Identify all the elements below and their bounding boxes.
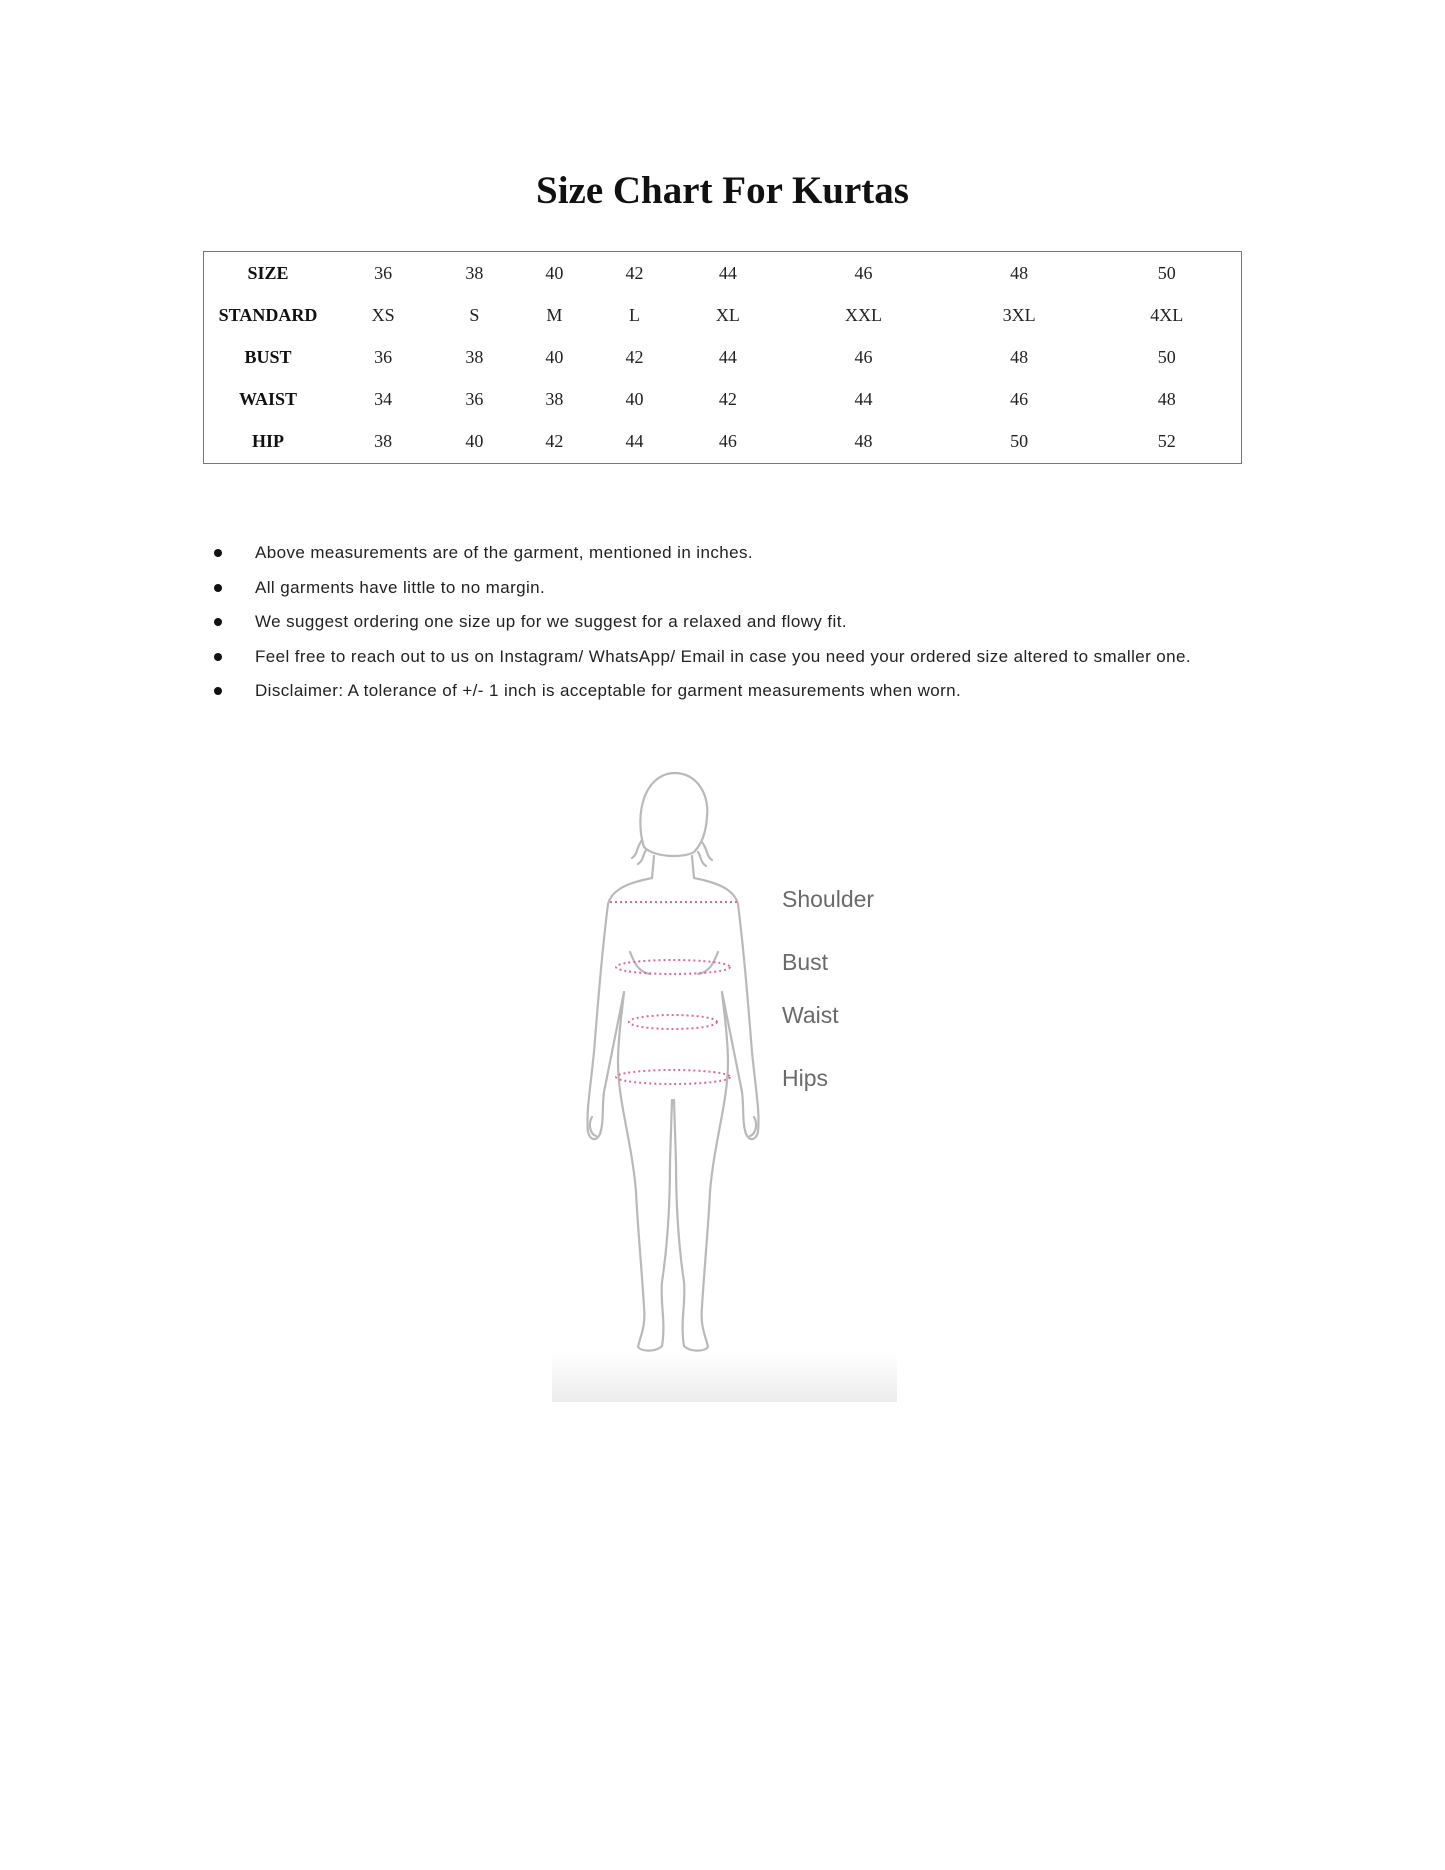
bullet-icon [214,653,222,661]
shoulder-label: Shoulder [782,886,875,912]
table-cell: 50 [1157,346,1176,367]
table-cell: 42 [718,389,737,410]
table-cell: 36 [374,346,393,367]
table-cell: XL [715,304,740,325]
table-cell: 40 [545,262,564,283]
bullet-icon [214,549,222,557]
row-label: HIP [251,431,284,452]
waist-measure-loop [629,1015,717,1029]
table-cell: 3XL [1002,304,1036,325]
row-label: BUST [244,346,292,367]
list-item [203,571,1303,606]
table-cell: 48 [1010,346,1029,367]
table-cell: 48 [854,431,873,452]
table-row-bust [204,336,1242,378]
measurement-lines [610,902,737,1084]
table-cell: S [469,304,480,325]
table-cell: 42 [545,431,564,452]
table-cell: XS [371,304,395,325]
bust-label: Bust [782,949,829,975]
row-label: SIZE [247,262,289,283]
table-cell: 46 [854,262,873,283]
table-cell: 36 [465,389,484,410]
body-measurement-figure [552,762,897,1402]
table-cell: 38 [545,389,564,410]
note-text: Feel free to reach out to us on Instagram/ WhatsApp/ Email in case you need your ordered size altered to smaller one. [255,646,1191,666]
bullet-icon [214,687,222,695]
measurement-notes-list [203,536,1303,709]
table-row-hip [204,421,1242,464]
body-outline-illustration [552,762,897,1402]
note-text: Above measurements are of the garment, mentioned in inches. [255,543,753,562]
table-cell: L [628,304,640,325]
table-cell: 46 [718,431,737,452]
table-row-standard [204,294,1242,336]
floor-shadow [552,1352,897,1402]
table-cell: 36 [374,262,393,283]
table-cell: 40 [465,431,484,452]
table-cell: M [546,304,563,325]
table-cell: 48 [1010,262,1029,283]
table-cell: 38 [465,262,484,283]
note-text: Disclaimer: A tolerance of +/- 1 inch is acceptable for garment measurements when worn. [255,681,962,700]
hips-label: Hips [782,1065,829,1091]
list-item [203,536,1303,571]
table-cell: 44 [854,389,873,410]
body-outline [587,773,758,1351]
waist-label: Waist [782,1002,839,1028]
size-chart-table [203,251,1242,464]
list-item [203,640,1303,675]
table-cell: 44 [625,431,644,452]
page-title: Size Chart For Kurtas [536,169,909,212]
table-row-waist [204,379,1242,421]
table-cell: 50 [1157,262,1176,283]
bullet-icon [214,584,222,592]
list-item [203,605,1303,640]
table-cell: 42 [625,346,644,367]
table-cell: 38 [465,346,484,367]
table-row-size [204,252,1242,295]
table-cell: 40 [545,346,564,367]
list-item [203,674,1303,709]
table-cell: 52 [1157,431,1176,452]
table-cell: 44 [718,346,737,367]
table-cell: 48 [1157,389,1176,410]
table-cell: 50 [1010,431,1029,452]
note-text: All garments have little to no margin. [255,577,546,597]
table-cell: 42 [625,262,644,283]
hips-measure-loop [616,1070,730,1084]
table-cell: 46 [1010,389,1029,410]
table-cell: 34 [374,389,393,410]
table-cell: 40 [625,389,644,410]
note-text: We suggest ordering one size up for we suggest for a relaxed and flowy fit. [255,612,847,631]
table-cell: XXL [844,304,882,325]
table-cell: 46 [854,346,873,367]
table-cell: 44 [718,262,737,283]
table-cell: 4XL [1150,304,1184,325]
row-label: WAIST [238,389,298,410]
table-cell: 38 [374,431,393,452]
bullet-icon [214,618,222,626]
row-label: STANDARD [218,304,318,325]
